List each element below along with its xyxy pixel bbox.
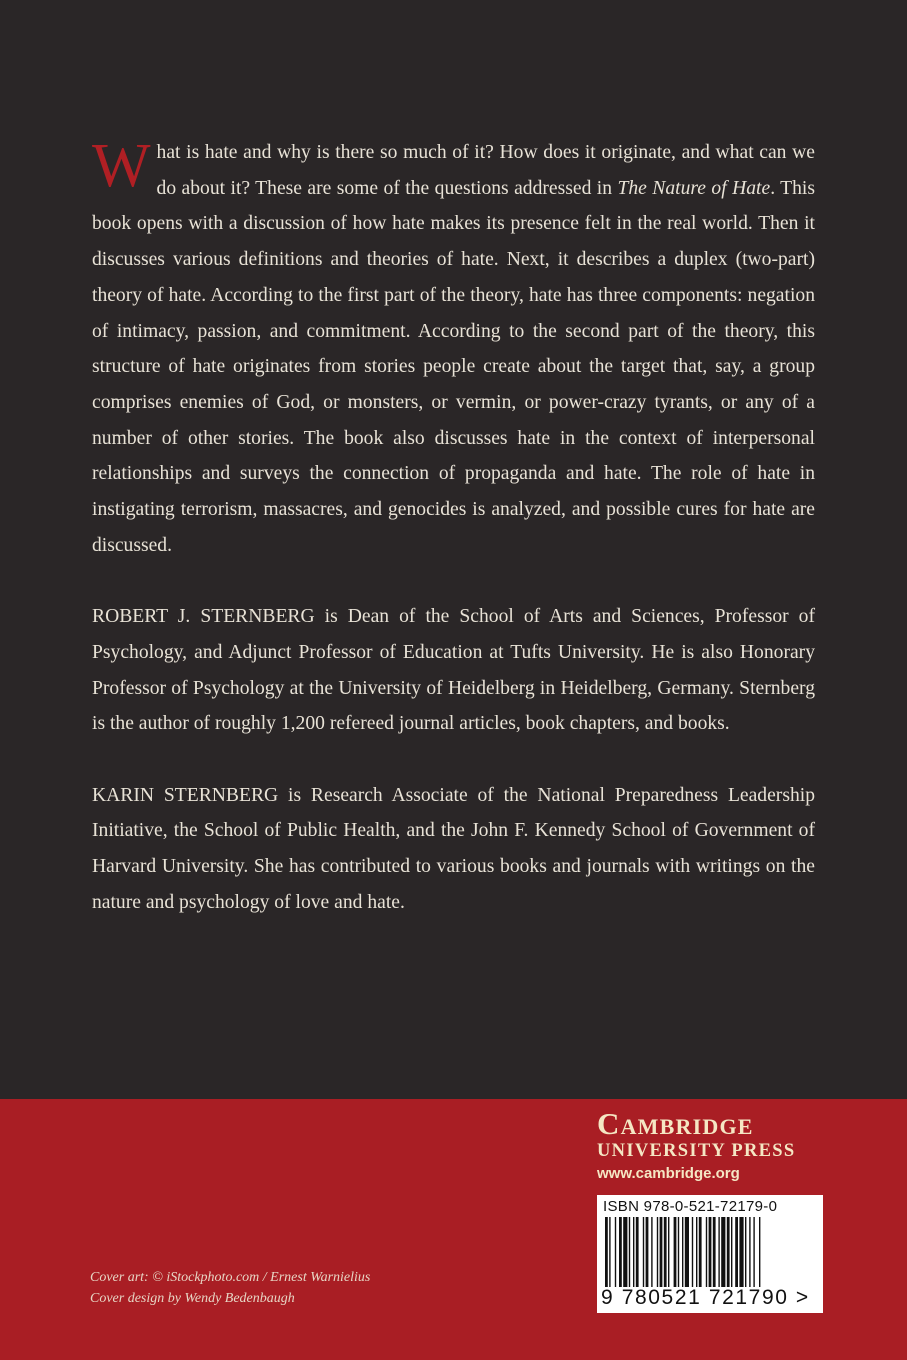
- barcode-bar: [727, 1217, 730, 1287]
- barcode-bar: [735, 1217, 738, 1287]
- author2-bio: KARIN STERNBERG is Research Associate of the National Preparedness Leadership Initiative, the School of Public Health, and the John F. Kennedy School of Government of Harvard University. She has contributed to various books and journals with writings on the nature and psychology of love and hate.: [92, 784, 815, 913]
- barcode-bar: [721, 1217, 725, 1287]
- barcode-bar: [668, 1217, 669, 1287]
- cover-art-credit: Cover art: © iStockphoto.com / Ernest Warnielius: [90, 1270, 371, 1285]
- barcode-bar: [623, 1217, 627, 1287]
- barcode-bar: [651, 1217, 652, 1287]
- barcode-bar: [678, 1217, 679, 1287]
- barcode-bar: [745, 1217, 746, 1287]
- barcode-bar: [713, 1217, 716, 1287]
- barcode-bar: [692, 1217, 693, 1287]
- isbn-label: ISBN 978-0-521-72179-0: [603, 1198, 778, 1215]
- book-title: The Nature of Hate: [617, 177, 771, 199]
- barcode-bar: [657, 1217, 658, 1287]
- description-text-part2: . This book opens with a discussion of how hate makes its presence felt in the real world. Then it discusses various definitions and theories of hate. Next, it describes a duplex (two-part) theory of hate. According to the first part of the theory, hate has three components: negation of intimacy, passion, and commitment. According to the second part of the theory, this structure of hate originates from stories people create about the target that, say, a group comprises enemies of God, or monsters, or vermin, or power-crazy tyrants, or any of a number of other stories. The book also discusses hate in the context of interpersonal relationships and surveys the connection of propaganda and hate. The role of hate in instigating terrorism, massacres, and genocides is analyzed, and possible cures for hate are discussed.: [92, 177, 815, 556]
- barcode-bar: [731, 1217, 732, 1287]
- publisher-subname: UNIVERSITY PRESS: [597, 1141, 796, 1161]
- barcode-bar: [682, 1217, 683, 1287]
- barcode-bar: [749, 1217, 750, 1287]
- barcode-bar: [619, 1217, 622, 1287]
- barcode-icon: [603, 1217, 817, 1287]
- author1-bio: ROBERT J. STERNBERG is Dean of the School of Arts and Sciences, Professor of Psychology, and Adjunct Professor of Education at Tufts University. He is also Honorary Professor of Psychology at the University of Heidelberg in Heidelberg, Germany. Sternberg is the author of roughly 1,200 refereed journal articles, book chapters, and books.: [92, 606, 815, 735]
- barcode-bar: [706, 1217, 707, 1287]
- barcode-bar: [709, 1217, 712, 1287]
- barcode-bar: [629, 1217, 630, 1287]
- barcode-bar: [633, 1217, 634, 1287]
- barcode-bar: [739, 1217, 743, 1287]
- publisher-logo: [597, 1107, 827, 1182]
- drop-cap: W: [92, 132, 151, 200]
- barcode-area: [597, 1195, 823, 1313]
- barcode-number: 9 780521 721790 >: [601, 1286, 810, 1309]
- barcode-bar: [674, 1217, 677, 1287]
- publisher-url: www.cambridge.org: [597, 1165, 740, 1182]
- cover-credits: [90, 1268, 370, 1309]
- barcode-bar: [605, 1217, 608, 1287]
- barcode-bar: [615, 1217, 616, 1287]
- barcode-bar: [685, 1217, 689, 1287]
- description-text-part1: hat is hate and why is there so much of it? How does it originate, and what can we do about it? These are some of the questions addressed in: [156, 142, 815, 199]
- barcode-bar: [759, 1217, 760, 1287]
- cover-design-credit: Cover design by Wendy Bedenbaugh: [90, 1290, 295, 1306]
- barcode-bar: [699, 1217, 702, 1287]
- barcode-bar: [660, 1217, 663, 1287]
- description-paragraph: [92, 132, 815, 563]
- barcode-bar: [643, 1217, 644, 1287]
- barcode-bar: [646, 1217, 649, 1287]
- blurb-text: [92, 132, 815, 956]
- publisher-name: Cambridge: [597, 1106, 754, 1141]
- barcode-bar: [636, 1217, 639, 1287]
- barcode-bar: [753, 1217, 754, 1287]
- barcode-bar: [696, 1217, 697, 1287]
- barcode-bar: [664, 1217, 667, 1287]
- barcode-bar: [718, 1217, 719, 1287]
- barcode-bar: [609, 1217, 610, 1287]
